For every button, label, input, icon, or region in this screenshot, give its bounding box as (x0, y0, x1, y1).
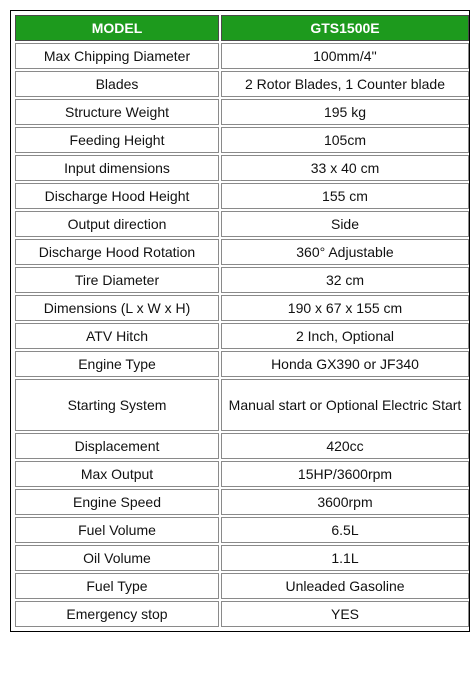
spec-label: Fuel Volume (15, 517, 219, 543)
table-row (15, 351, 469, 377)
table-row (15, 573, 469, 599)
table-row (15, 545, 469, 571)
spec-value: 32 cm (221, 267, 469, 293)
header-value-cell: GTS1500E (221, 15, 469, 41)
spec-value: 2 Inch, Optional (221, 323, 469, 349)
spec-value: 2 Rotor Blades, 1 Counter blade (221, 71, 469, 97)
table-header-row (15, 15, 469, 41)
spec-value: 105cm (221, 127, 469, 153)
table-row (15, 295, 469, 321)
spec-value: 155 cm (221, 183, 469, 209)
spec-value: 100mm/4'' (221, 43, 469, 69)
table-row (15, 601, 469, 627)
table-row (15, 517, 469, 543)
table-row (15, 155, 469, 181)
spec-label: Output direction (15, 211, 219, 237)
spec-value: 3600rpm (221, 489, 469, 515)
spec-label: Max Chipping Diameter (15, 43, 219, 69)
spec-label: Engine Type (15, 351, 219, 377)
spec-value: Side (221, 211, 469, 237)
spec-value: 195 kg (221, 99, 469, 125)
spec-value: Honda GX390 or JF340 (221, 351, 469, 377)
spec-label: Structure Weight (15, 99, 219, 125)
spec-value: 33 x 40 cm (221, 155, 469, 181)
spec-table-container (10, 10, 470, 632)
spec-label: Dimensions (L x W x H) (15, 295, 219, 321)
spec-value: 420cc (221, 433, 469, 459)
table-row (15, 43, 469, 69)
table-row (15, 239, 469, 265)
spec-label: ATV Hitch (15, 323, 219, 349)
spec-value: 360° Adjustable (221, 239, 469, 265)
spec-label: Emergency stop (15, 601, 219, 627)
table-row (15, 267, 469, 293)
spec-label: Blades (15, 71, 219, 97)
spec-label: Max Output (15, 461, 219, 487)
table-row (15, 211, 469, 237)
spec-label: Feeding Height (15, 127, 219, 153)
spec-label: Displacement (15, 433, 219, 459)
table-row (15, 323, 469, 349)
spec-value: YES (221, 601, 469, 627)
spec-label: Discharge Hood Rotation (15, 239, 219, 265)
table-row (15, 433, 469, 459)
table-row (15, 489, 469, 515)
table-row (15, 183, 469, 209)
header-label-cell: MODEL (15, 15, 219, 41)
spec-value: 1.1L (221, 545, 469, 571)
spec-label: Tire Diameter (15, 267, 219, 293)
spec-label: Oil Volume (15, 545, 219, 571)
table-row (15, 461, 469, 487)
spec-label: Input dimensions (15, 155, 219, 181)
spec-value: 15HP/3600rpm (221, 461, 469, 487)
table-row (15, 379, 469, 431)
spec-value: Unleaded Gasoline (221, 573, 469, 599)
spec-value: 6.5L (221, 517, 469, 543)
spec-label: Engine Speed (15, 489, 219, 515)
spec-table (13, 13, 471, 629)
spec-value: 190 x 67 x 155 cm (221, 295, 469, 321)
table-row (15, 99, 469, 125)
table-row (15, 71, 469, 97)
spec-label: Discharge Hood Height (15, 183, 219, 209)
spec-value: Manual start or Optional Electric Start (221, 379, 469, 431)
spec-label: Fuel Type (15, 573, 219, 599)
spec-label: Starting System (15, 379, 219, 431)
table-row (15, 127, 469, 153)
